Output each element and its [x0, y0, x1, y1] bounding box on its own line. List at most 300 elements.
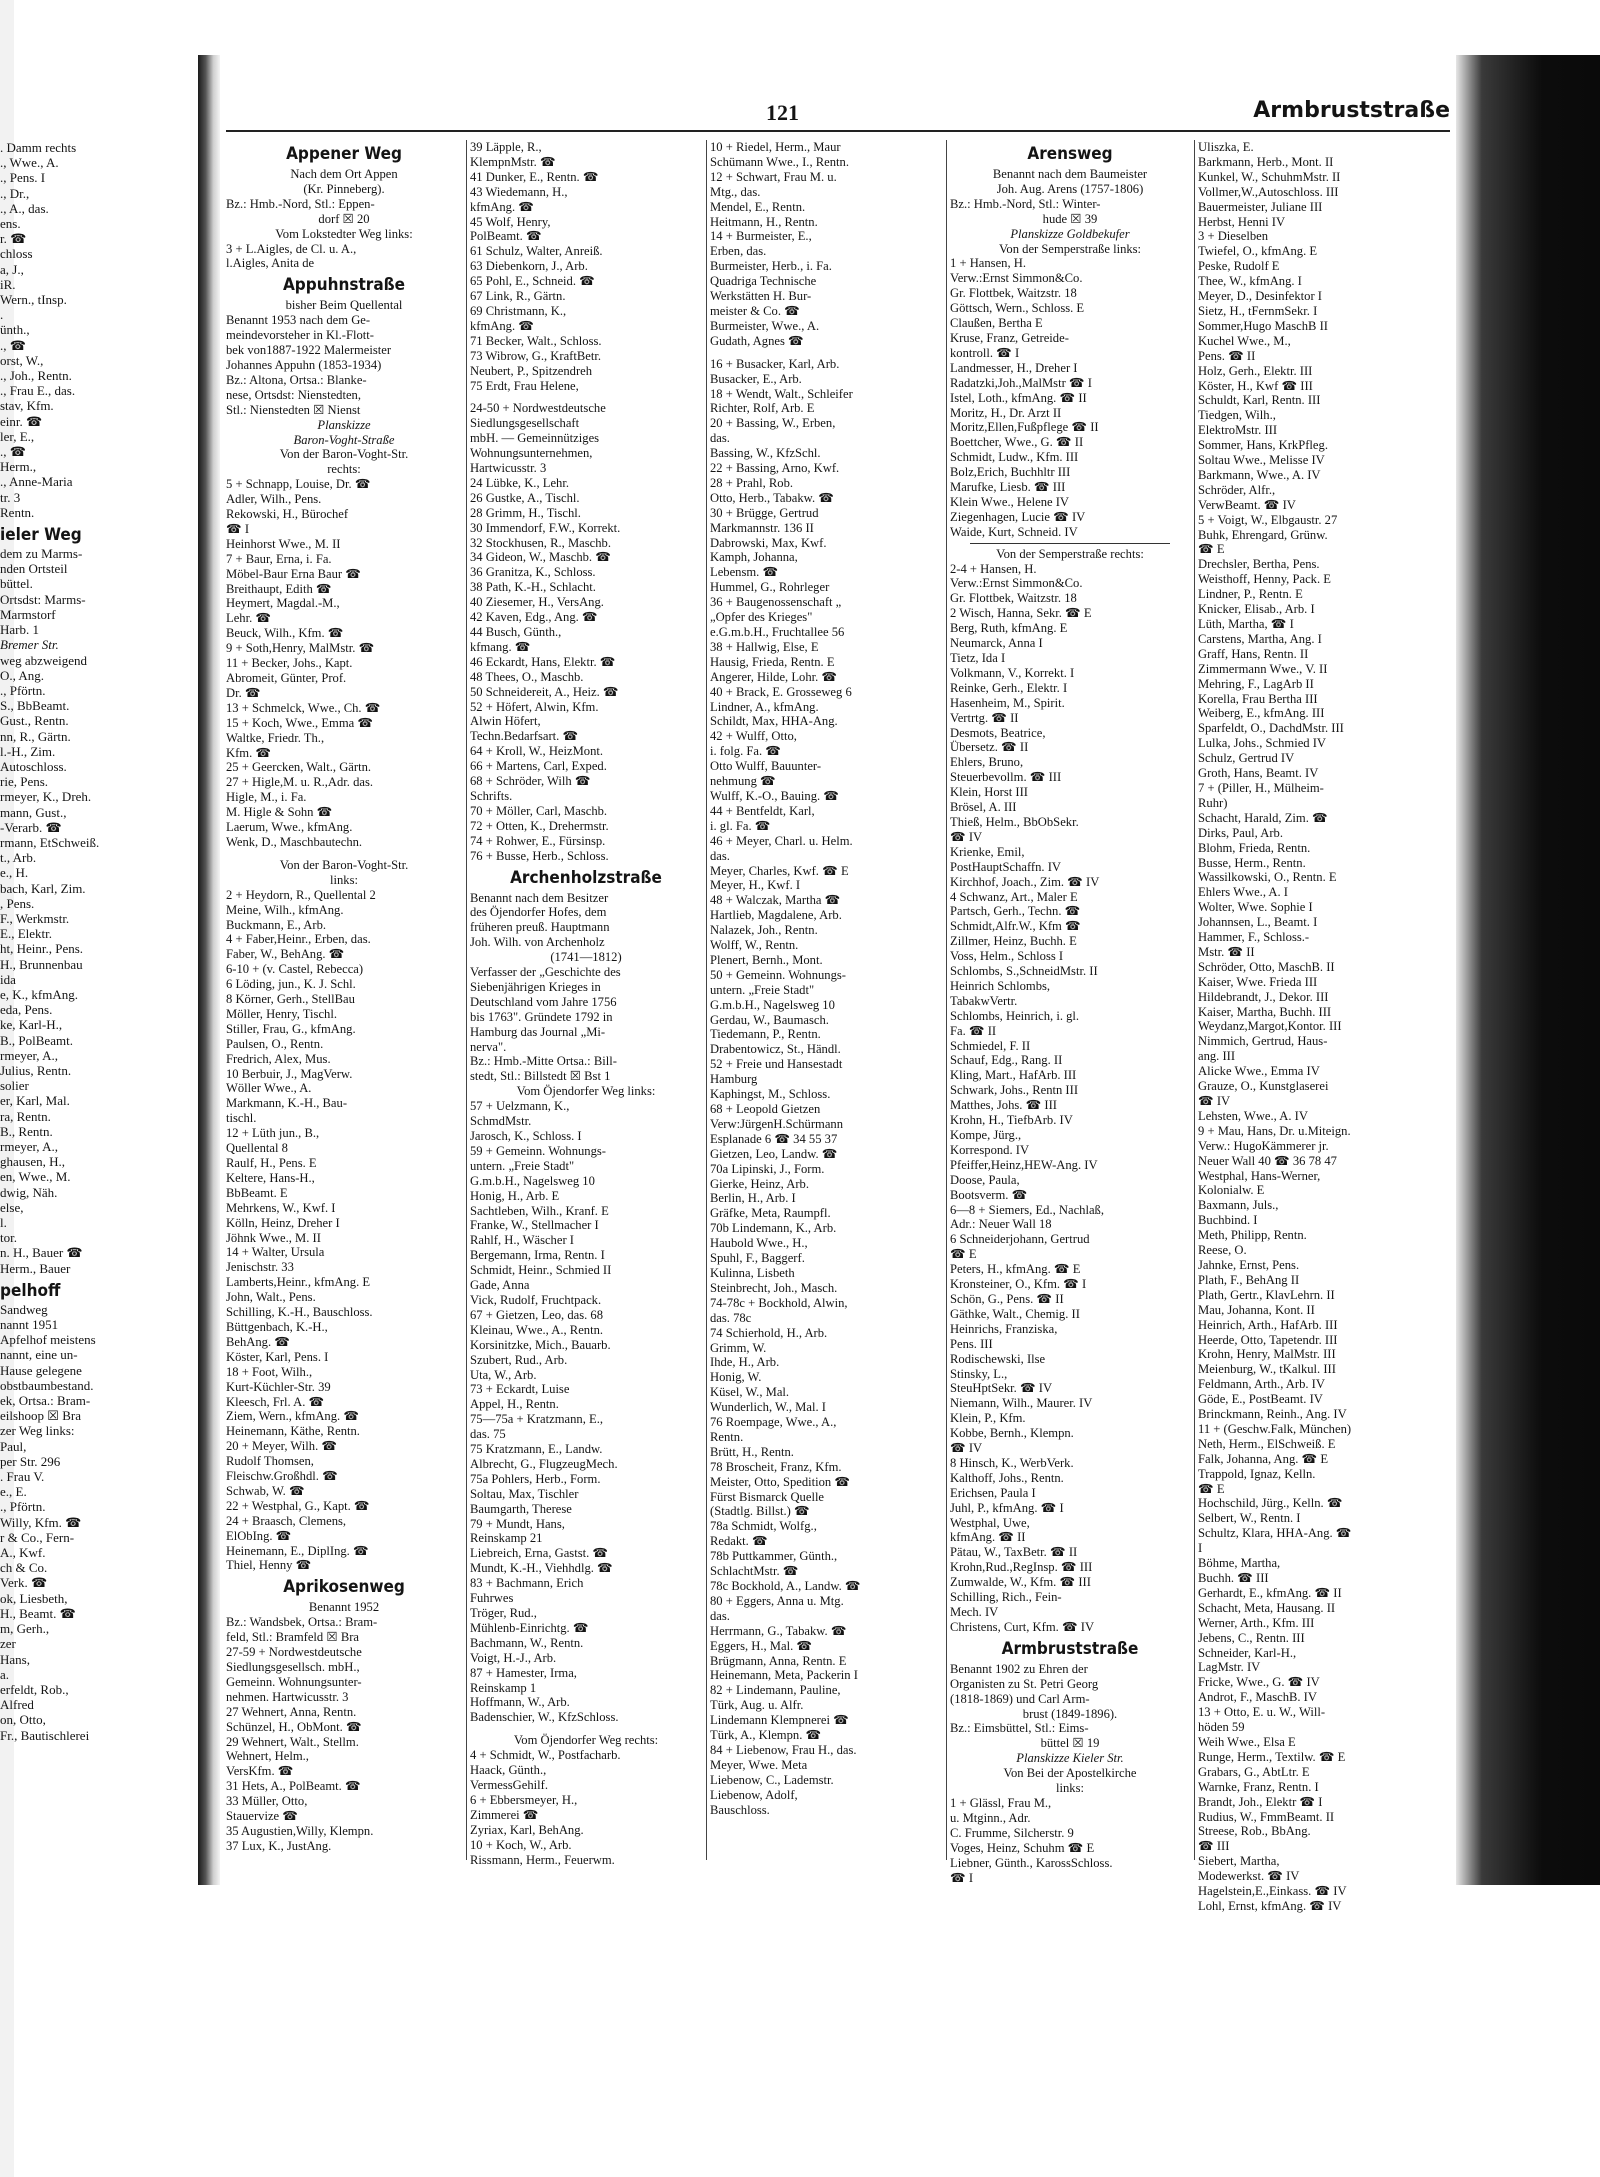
directory-line: Szubert, Rud., Arb. — [470, 1352, 568, 1367]
directory-line: Mehring, F., LagArb II — [1198, 676, 1314, 691]
directory-line: Buhk, Ehrengard, Grünw. — [1198, 527, 1328, 542]
directory-line: 71 Becker, Walt., Schloss. — [470, 333, 602, 348]
directory-line — [710, 349, 942, 357]
directory-line: Von der Baron-Voght-Str. — [279, 857, 409, 872]
directory-line: solier — [0, 1078, 29, 1094]
directory-line: nannt 1951 — [0, 1317, 59, 1333]
directory-line: Liebenow, C., Lademstr. — [710, 1772, 834, 1787]
directory-line: Jarosch, K., Schloss. I — [470, 1129, 582, 1143]
directory-line: Feldmann, Arth., Arb. IV — [1198, 1377, 1325, 1392]
directory-line: meindevorsteher in Kl.-Flott- — [226, 328, 374, 343]
directory-line: per Str. 296 — [0, 1453, 61, 1469]
directory-line: Nimmich, Gertrud, Haus- — [1198, 1034, 1328, 1049]
directory-line: 83 + Bachmann, Erich — [470, 1576, 584, 1591]
directory-line: Holz, Gerh., Elektr. III — [1198, 363, 1313, 378]
directory-line: Jebens, C., Rentn. III — [1198, 1630, 1305, 1645]
directory-line: Vom Lokstedter Weg links: — [275, 226, 413, 241]
book-gutter — [198, 55, 220, 1885]
directory-line: Heinemann, Meta, Packerin I — [710, 1668, 858, 1683]
directory-line: Göttsch, Wern., Schloss. E — [950, 301, 1085, 316]
directory-line: Wolter, Wwe. Sophie I — [1198, 900, 1313, 915]
directory-line: Johannsen, L., Beamt. I — [1198, 915, 1318, 930]
directory-line: Liebreich, Erna, Gastst. ☎ — [470, 1546, 609, 1561]
directory-line: Brandt, Joh., Elektr ☎ I — [1198, 1794, 1323, 1809]
directory-line: Köster, Karl, Pens. I — [226, 1349, 329, 1364]
directory-line: Weih Wwe., Elsa E — [1198, 1734, 1296, 1749]
directory-line: Hildebrandt, J., Dekor. III — [1198, 989, 1329, 1004]
directory-line: Bassing, W., KfzSchl. — [710, 446, 821, 461]
directory-line: Kalthoff, Johs., Rentn. — [950, 1470, 1064, 1485]
directory-line: 1 + Hansen, H. — [950, 256, 1027, 271]
directory-line: Lehsten, Wwe., A. IV — [1198, 1108, 1308, 1123]
directory-line: 74 Schierhold, H., Arb. — [710, 1325, 828, 1340]
directory-line: Übersetz. ☎ II — [950, 740, 1029, 755]
directory-line: Stiller, Frau, G., kfmAng. — [226, 1021, 356, 1036]
directory-line: Schlombs, S.,SchneidMstr. II — [950, 964, 1098, 979]
directory-line: Paul, — [0, 1438, 27, 1454]
directory-line: bisher Beim Quellental — [285, 298, 403, 313]
directory-line: untern. „Freie Stadt" — [710, 982, 815, 997]
directory-line: Sparfeldt, O., DachdMstr. III — [1198, 721, 1344, 736]
directory-line: 20 + Meyer, Wilh. ☎ — [226, 1439, 338, 1454]
directory-line: tischl. — [226, 1111, 257, 1126]
directory-line: rmeyer, A., — [0, 1139, 58, 1154]
directory-line: 70a Lipinski, J., Form. — [710, 1161, 825, 1176]
directory-line: Gr. Flottbek, Waitzstr. 18 — [950, 591, 1077, 606]
directory-line: Neubert, P., Spitzendreh — [470, 363, 593, 378]
directory-line: Julius, Rentn. — [0, 1062, 72, 1078]
directory-line: Stl.: Nienstedten ☒ Nienst — [226, 402, 361, 417]
directory-line: ., Anne-Maria — [0, 474, 73, 490]
directory-line: Peske, Rudolf E — [1198, 259, 1280, 274]
directory-line: Busse, Herm., Rentn. — [1198, 855, 1306, 870]
directory-line: Lamberts,Heinr., kfmAng. E — [226, 1275, 371, 1290]
directory-line: Krohn, H., TiefbArb. IV — [950, 1113, 1073, 1128]
directory-line: Bz.: Hmb.-Nord, Stl.: Winter- — [950, 196, 1101, 211]
directory-line: Herrmann, G., Tabakw. ☎ — [710, 1623, 847, 1638]
directory-line: Schultz, Klara, HHA-Ang. ☎ — [1198, 1526, 1352, 1541]
directory-line: 10 Berbuir, J., MagVerw. — [226, 1066, 353, 1081]
directory-line: 46 + Meyer, Charl. u. Helm. — [710, 833, 853, 848]
directory-line: Lulka, Johs., Schmied IV — [1198, 736, 1327, 751]
directory-line: dwig, Näh. — [0, 1184, 58, 1200]
directory-line: Joh. Aug. Arens (1757-1806) — [996, 181, 1144, 196]
directory-line: höden 59 — [1198, 1720, 1245, 1735]
directory-column-2 — [470, 140, 702, 1867]
street-heading: Archenholzstraße — [510, 867, 662, 888]
directory-line: Zumwalde, W., Kfm. ☎ III — [950, 1575, 1091, 1590]
directory-line: Vom Öjendorfer Weg rechts: — [513, 1733, 659, 1748]
directory-line: e., E. — [0, 1484, 27, 1500]
directory-line: obstbaumbestand. — [0, 1377, 94, 1393]
directory-line: 44 Busch, Günth., — [470, 625, 562, 639]
directory-line: Schilling, K.-H., Bauschloss. — [226, 1305, 373, 1320]
directory-line: Uta, W., Arb. — [470, 1367, 537, 1382]
directory-line: Hartwicusstr. 3 — [470, 461, 547, 476]
directory-line: l.Aigles, Anita de — [226, 256, 315, 271]
directory-line: BehAng. ☎ — [226, 1334, 290, 1349]
directory-line: Plath, F., BehAng II — [1198, 1272, 1300, 1287]
directory-line: des Öjendorfer Hofes, dem — [470, 905, 607, 920]
directory-line: 25 + Geercken, Walt., Gärtn. — [226, 760, 372, 775]
directory-line: Istel, Loth., kfmAng. ☎ II — [950, 390, 1087, 405]
directory-line: Laerum, Wwe., kfmAng. — [226, 820, 353, 835]
directory-line: Zyriax, Karl, BehAng. — [470, 1822, 584, 1837]
directory-line: Vom Öjendorfer Weg links: — [516, 1084, 656, 1099]
directory-line: dorf ☒ 20 — [318, 211, 370, 226]
directory-line: Buchh. ☎ III — [1198, 1571, 1269, 1585]
directory-line: Techn.Bedarfsart. ☎ — [470, 729, 579, 744]
directory-line: Organisten zu St. Petri Georg — [950, 1676, 1099, 1691]
directory-line: Deutschland vom Jahre 1756 — [470, 994, 617, 1009]
directory-line: Planskizze Kieler Str. — [1016, 1751, 1124, 1766]
directory-line: Jöhnk Wwe., M. II — [226, 1230, 321, 1245]
directory-line: 67 Link, R., Gärtn. — [470, 289, 566, 304]
directory-line: Stauervize ☎ — [226, 1809, 298, 1824]
directory-line: Angerer, Hilde, Lohr. ☎ — [710, 669, 838, 684]
directory-line: 38 Path, K.-H., Schlacht. — [470, 580, 596, 595]
directory-line: Türk, Aug. u. Alfr. — [710, 1698, 804, 1713]
directory-line: Bauermeister, Juliane III — [1198, 199, 1323, 214]
directory-line: Herm., Bauer — [0, 1260, 71, 1276]
directory-line: Ziem, Wern., kfmAng. ☎ — [226, 1409, 360, 1424]
directory-line: 30 Immendorf, F.W., Korrekt. — [470, 520, 621, 535]
directory-line: Honig, W. — [710, 1370, 762, 1385]
directory-line: büttel ☒ 19 — [1040, 1736, 1100, 1751]
directory-line: 8 Hinsch, K., WerbVerk. — [950, 1455, 1074, 1470]
directory-line: Bremer Str. — [0, 637, 59, 653]
directory-line: Rentn. — [710, 1429, 744, 1444]
directory-line: O., Ang. — [0, 667, 45, 683]
column-divider — [466, 140, 467, 1860]
directory-line: dem zu Marms- — [0, 546, 83, 562]
directory-line: 20 + Bassing, W., Erben, — [710, 416, 836, 431]
directory-line: VerwBeamt. ☎ IV — [1198, 497, 1296, 512]
section-rule — [970, 543, 1170, 544]
directory-line: Kling, Mart., HafArb. III — [950, 1068, 1077, 1083]
directory-line: Benannt nach dem Besitzer — [470, 890, 609, 905]
directory-line: Thieß, Helm., BbObSekr. — [950, 814, 1079, 829]
directory-line: Reinke, Gerh., Elektr. I — [950, 680, 1068, 695]
directory-line: 4 + Schmidt, W., Postfacharb. — [470, 1748, 621, 1763]
directory-line: Weydanz,Margot,Kontor. III — [1198, 1019, 1342, 1034]
directory-line: Schildt, Max, HHA-Ang. — [710, 714, 838, 729]
directory-line: Fürst Bismarck Quelle — [710, 1489, 825, 1504]
directory-line: früheren preuß. Hauptmann — [470, 920, 610, 935]
directory-line: das. — [710, 1608, 730, 1623]
directory-line: Berg, Ruth, kfmAng. E — [950, 621, 1068, 636]
directory-line: ch & Co. — [0, 1560, 48, 1576]
directory-line: 24 Lübke, K., Lehr. — [470, 475, 569, 490]
directory-line: Erichsen, Paula I — [950, 1485, 1036, 1500]
directory-line: 50 + Gemeinn. Wohnungs- — [710, 967, 846, 982]
directory-line: 33 Müller, Otto, — [226, 1794, 308, 1809]
directory-line: 63 Diebenkorn, J., Arb. — [470, 259, 588, 274]
directory-line: Schrifts. — [470, 788, 513, 803]
directory-line: Lohl, Ernst, kfmAng. ☎ IV — [1198, 1898, 1342, 1913]
directory-line: 31 Hets, A., PolBeamt. ☎ — [226, 1779, 361, 1794]
directory-line: 68 + Schröder, Wilh ☎ — [470, 774, 591, 789]
directory-line: 9 + Mau, Hans, Dr. u.Miteign. — [1198, 1123, 1351, 1138]
directory-line: Schmidt, Heinr., Schmied II — [470, 1263, 612, 1278]
directory-line: Joh. Wilh. von Archenholz — [470, 935, 605, 950]
directory-line: Barkmann, Wwe., A. IV — [1198, 467, 1321, 482]
directory-line: orst, W., — [0, 352, 44, 368]
directory-line: kfmAng. ☎ — [470, 318, 534, 333]
directory-line: Zimmermann Wwe., V. II — [1198, 661, 1328, 676]
directory-line: 5 + Voigt, W., Elbgaustr. 27 — [1198, 512, 1338, 527]
directory-line: Hausig, Frieda, Rentn. E — [710, 654, 835, 669]
directory-line: Siedlungsgesellsch. mbH., — [226, 1660, 360, 1674]
directory-line: Barkmann, Herb., Mont. II — [1198, 154, 1334, 169]
directory-line: Claußen, Bertha E — [950, 316, 1043, 331]
directory-line: Juhl, P., kfmAng. ☎ I — [950, 1500, 1064, 1515]
directory-line: Wöller Wwe., A. — [226, 1081, 312, 1096]
directory-line: Niemann, Wilh., Maurer. IV — [950, 1396, 1093, 1411]
directory-line: Kruse, Franz, Getreide- — [950, 330, 1069, 345]
directory-line: Spuhl, F., Baggerf. — [710, 1251, 805, 1266]
directory-line: 6 + Ebbersmeyer, H., — [470, 1792, 578, 1807]
directory-line: ., A., das. — [0, 200, 49, 216]
directory-line: 79 + Mundt, Hans, — [470, 1516, 565, 1531]
directory-line: Moritz, H., Dr. Arzt II — [950, 405, 1062, 420]
column-divider — [1194, 140, 1195, 1860]
directory-line: rie, Pens. — [0, 774, 49, 790]
directory-line: en, Wwe., M. — [0, 1169, 71, 1185]
directory-line: Erben, das. — [710, 244, 767, 259]
directory-line: Busacker, E., Arb. — [710, 371, 802, 386]
directory-line: m, Gerh., — [0, 1621, 50, 1637]
directory-line: Hoffmann, W., Arb. — [470, 1695, 570, 1710]
directory-column-1 — [226, 140, 462, 1860]
directory-line: Franke, W., Stellmacher I — [470, 1218, 599, 1233]
directory-line: , Pens. — [0, 895, 35, 911]
directory-line: 2 + Heydorn, R., Quellental 2 — [226, 887, 376, 902]
directory-line: Rudius, W., FmmBeamt. II — [1198, 1809, 1335, 1824]
directory-line: Kolonialw. E — [1198, 1183, 1265, 1198]
directory-line: Grimm, W. — [710, 1340, 767, 1355]
directory-line: büttel. — [0, 576, 33, 592]
column-divider — [706, 140, 707, 1860]
directory-line: Reese, O. — [1198, 1243, 1247, 1258]
directory-line: Blohm, Frieda, Rentn. — [1198, 840, 1311, 855]
directory-line: Bachmann, W., Rentn. — [470, 1635, 584, 1650]
directory-line: Hartlieb, Magdalene, Arb. — [710, 908, 842, 923]
directory-line: stedt, Stl.: Billstedt ☒ Bst 1 — [470, 1069, 611, 1084]
directory-line: ☎ E — [950, 1247, 977, 1262]
directory-line: 43 Wiedemann, H., — [470, 184, 568, 199]
directory-line: rmeyer, K., Dreh. — [0, 789, 92, 805]
directory-line: Schauf, Edg., Rang. II — [950, 1053, 1063, 1068]
column-divider — [946, 140, 947, 1860]
directory-line: tor. — [0, 1230, 17, 1246]
directory-line: bis 1763". Gründete 1792 in — [470, 1009, 613, 1024]
directory-line: Wassilkowski, O., Rentn. E — [1198, 870, 1337, 885]
directory-line: Mundt, K.-H., Viehhdlg. ☎ — [470, 1561, 613, 1576]
directory-line: Krienke, Emil, — [950, 844, 1025, 859]
directory-line: Rudolf Thomsen, — [226, 1454, 314, 1469]
directory-line: eda, Pens. — [0, 1002, 53, 1018]
directory-line: Mendel, E., Rentn. — [710, 199, 806, 214]
directory-line: ., ☎ — [0, 337, 26, 353]
directory-line: Kurt-Küchler-Str. 39 — [226, 1379, 331, 1394]
directory-line: Neumarck, Anna I — [950, 636, 1043, 651]
directory-line: Gräfke, Meta, Raumpfl. — [710, 1206, 831, 1221]
directory-line: Meth, Philipp, Rentn. — [1198, 1228, 1307, 1243]
directory-line: ., Dr., — [0, 185, 30, 201]
directory-line: Herbst, Henni IV — [1198, 214, 1286, 229]
directory-line: 26 Gustke, A., Tischl. — [470, 490, 580, 505]
directory-line: Verw.:Ernst Simmon&Co. — [950, 271, 1083, 286]
directory-line: Liebner, Günth., KarossSchloss. — [950, 1855, 1113, 1870]
directory-line: Otto Wulff, Bauunter- — [710, 759, 822, 774]
directory-line: Bz.: Wandsbek, Ortsa.: Bram- — [226, 1615, 378, 1630]
directory-line: 22 + Bassing, Arno, Kwf. — [710, 461, 840, 476]
directory-line: 75—75a + Kratzmann, E., — [470, 1412, 604, 1427]
directory-line: Kunkel, W., SchuhmMstr. II — [1198, 169, 1341, 184]
directory-line: Gemeinn. Wohnungsunter- — [226, 1674, 362, 1689]
directory-line: 78a Schmidt, Wolfg., — [710, 1519, 817, 1534]
directory-line: 52 + Freie und Hansestadt — [710, 1057, 843, 1072]
directory-line: Benannt 1902 zu Ehren der — [950, 1661, 1088, 1676]
directory-line: Alfred — [0, 1697, 34, 1713]
directory-line: 44 + Bentfeldt, Karl, — [710, 803, 815, 818]
directory-line: Marmstorf — [0, 606, 56, 622]
directory-line: Voigt, H.-J., Arb. — [470, 1650, 557, 1665]
directory-line: 72 + Otten, K., Drehermstr. — [470, 818, 609, 833]
directory-line: Knicker, Elisab., Arb. I — [1198, 602, 1315, 617]
directory-line: Thee, W., kfmAng. I — [1198, 274, 1302, 289]
directory-line: Hans, — [0, 1651, 30, 1667]
directory-line: SchlachtMstr. ☎ — [710, 1564, 799, 1579]
directory-line: Pätau, W., TaxBetr. ☎ II — [950, 1545, 1078, 1560]
directory-line: er, Karl, Mal. — [0, 1093, 70, 1109]
directory-line: Rissmann, Herm., Feuerwm. — [470, 1852, 615, 1867]
directory-line: Keltere, Hans-H., — [226, 1170, 315, 1185]
directory-line: nn, R., Gärtn. — [0, 728, 71, 744]
directory-line: 66 + Martens, Carl, Exped. — [470, 759, 607, 774]
directory-line: Runge, Herm., Textilw. ☎ E — [1198, 1749, 1346, 1764]
directory-line: Christens, Curt, Kfm. ☎ IV — [950, 1619, 1095, 1634]
directory-line: SchmdMstr. — [470, 1114, 532, 1129]
directory-line: 27 Wehnert, Anna, Rentn. — [226, 1704, 357, 1719]
directory-line: r. ☎ — [0, 231, 27, 247]
directory-line: 39 Läpple, R., — [470, 140, 542, 154]
directory-line: chloss — [0, 246, 33, 262]
directory-line: KlempnMstr. ☎ — [470, 154, 556, 169]
directory-line: erfeldt, Rob., — [0, 1681, 69, 1697]
directory-line: Meyer, H., Kwf. I — [710, 878, 801, 893]
directory-line: Westphal, Uwe, — [950, 1515, 1030, 1530]
directory-line: 69 Christmann, K., — [470, 303, 567, 318]
directory-line: tr. 3 — [0, 489, 21, 505]
directory-line: Falk, Johanna, Ang. ☎ E — [1198, 1451, 1329, 1466]
directory-line: Rekowski, H., Bürochef — [226, 507, 349, 522]
directory-line: Planskizze Goldbekufer — [1010, 226, 1130, 241]
directory-line: Breithaupt, Edith ☎ — [226, 581, 332, 596]
directory-line: bach, Karl, Zim. — [0, 880, 86, 896]
directory-line: Raulf, H., Pens. E — [226, 1156, 317, 1170]
directory-line: Westphal, Hans-Werner, — [1198, 1168, 1321, 1183]
directory-line: Beuck, Wilh., Kfm. ☎ — [226, 626, 344, 641]
directory-line: ., Pens. I — [0, 170, 46, 186]
directory-line: Fa. ☎ II — [950, 1023, 997, 1038]
directory-line: Pens. III — [950, 1336, 993, 1351]
directory-line: Selbert, W., Rentn. I — [1198, 1511, 1301, 1526]
directory-line: Fleischw.Großhdl. ☎ — [226, 1469, 338, 1484]
directory-line: Klein Wwe., Helene IV — [950, 494, 1070, 509]
directory-line: Harb. 1 — [0, 622, 39, 638]
directory-line: (Stadtlg. Billst.) ☎ — [710, 1504, 810, 1519]
directory-line: kfmAng. ☎ II — [950, 1530, 1026, 1545]
directory-line: Sommer,Hugo MaschB II — [1198, 318, 1328, 333]
directory-line: Gudath, Agnes ☎ — [710, 333, 804, 348]
directory-line: „Opfer des Krieges" — [710, 610, 813, 625]
directory-line: hude ☒ 39 — [1042, 211, 1098, 226]
directory-line: Burmeister, Wwe., A. — [710, 318, 820, 333]
directory-line: nese, Ortsdst: Nienstedten, — [226, 387, 362, 402]
directory-line: Lindner, P., Rentn. E — [1198, 587, 1303, 602]
directory-line: Mehrkens, W., Kwf. I — [226, 1200, 336, 1215]
directory-line: 70 + Möller, Carl, Maschb. — [470, 803, 608, 818]
directory-line: Benannt nach dem Baumeister — [992, 167, 1148, 181]
directory-line: Matthes, Johs. ☎ III — [950, 1098, 1057, 1113]
directory-line: meister & Co. ☎ — [710, 303, 800, 318]
directory-line: ☎ IV — [950, 829, 983, 844]
directory-line: mbH. — Gemeinnütziges — [470, 431, 600, 446]
directory-line: 35 Augustien,Willy, Klempn. — [226, 1823, 374, 1838]
directory-line: Sachtleben, Wilh., Kranf. E — [470, 1203, 609, 1218]
directory-line: zer — [0, 1636, 16, 1652]
directory-line: Verfasser der „Geschichte des — [470, 965, 621, 980]
directory-line: 16 + Busacker, Karl, Arb. — [710, 356, 840, 371]
directory-line: 2 Wisch, Hanna, Sekr. ☎ E — [950, 606, 1092, 621]
directory-line: Korsinitzke, Mich., Bauarb. — [470, 1337, 611, 1352]
directory-line: 46 Eckardt, Hans, Elektr. ☎ — [470, 654, 616, 669]
directory-line: Von Bei der Apostelkirche — [1003, 1766, 1137, 1781]
directory-line: Schröder, Alfr., — [1198, 482, 1276, 497]
directory-line: G.m.b.H., Nagelsweg 10 — [710, 997, 835, 1012]
directory-line: brust (1849-1896). — [1022, 1706, 1118, 1721]
directory-line: Kölln, Heinz, Dreher I — [226, 1215, 340, 1230]
directory-line: Baumgarth, Therese — [470, 1501, 572, 1516]
directory-line: ler, E., — [0, 428, 35, 444]
directory-line: Voges, Heinz, Schuhm ☎ E — [950, 1840, 1095, 1855]
directory-line: Jenischstr. 33 — [226, 1260, 294, 1275]
directory-line: 67 + Gietzen, Leo, das. 68 — [470, 1307, 604, 1322]
directory-line: Möbel-Baur Erna Baur ☎ — [226, 566, 361, 581]
directory-line: Hamburg — [710, 1072, 758, 1087]
directory-line: Quellental 8 — [226, 1141, 288, 1156]
directory-line: Ruhr) — [1198, 795, 1228, 810]
directory-line: Benannt 1953 nach dem Ge- — [226, 313, 371, 328]
directory-line: 73 Wibrow, G., KraftBetr. — [470, 348, 602, 363]
directory-line: Badenschier, W., KfzSchloss. — [470, 1710, 619, 1725]
directory-line: Benannt 1952 — [308, 1600, 380, 1615]
directory-line: ., Joh., Rentn. — [0, 368, 72, 384]
directory-line: Gierke, Heinz, Arb. — [710, 1176, 809, 1191]
directory-line: C. Frumme, Silcherstr. 9 — [950, 1825, 1074, 1840]
directory-line: Mstr. ☎ II — [1198, 944, 1255, 959]
directory-line: Warnke, Franz, Rentn. I — [1198, 1779, 1319, 1794]
directory-line: das. 78c — [710, 1310, 752, 1325]
directory-line: ., Pförtn. — [0, 682, 46, 698]
directory-line: Hagelstein,E.,Einkass. ☎ IV — [1198, 1884, 1347, 1899]
directory-line: Kobbe, Bernh., Klempn. — [950, 1426, 1074, 1441]
directory-line: l. — [0, 1215, 7, 1231]
running-head: Armbruststraße — [1253, 98, 1450, 123]
directory-line: Plenert, Bernh., Mont. — [710, 952, 823, 967]
